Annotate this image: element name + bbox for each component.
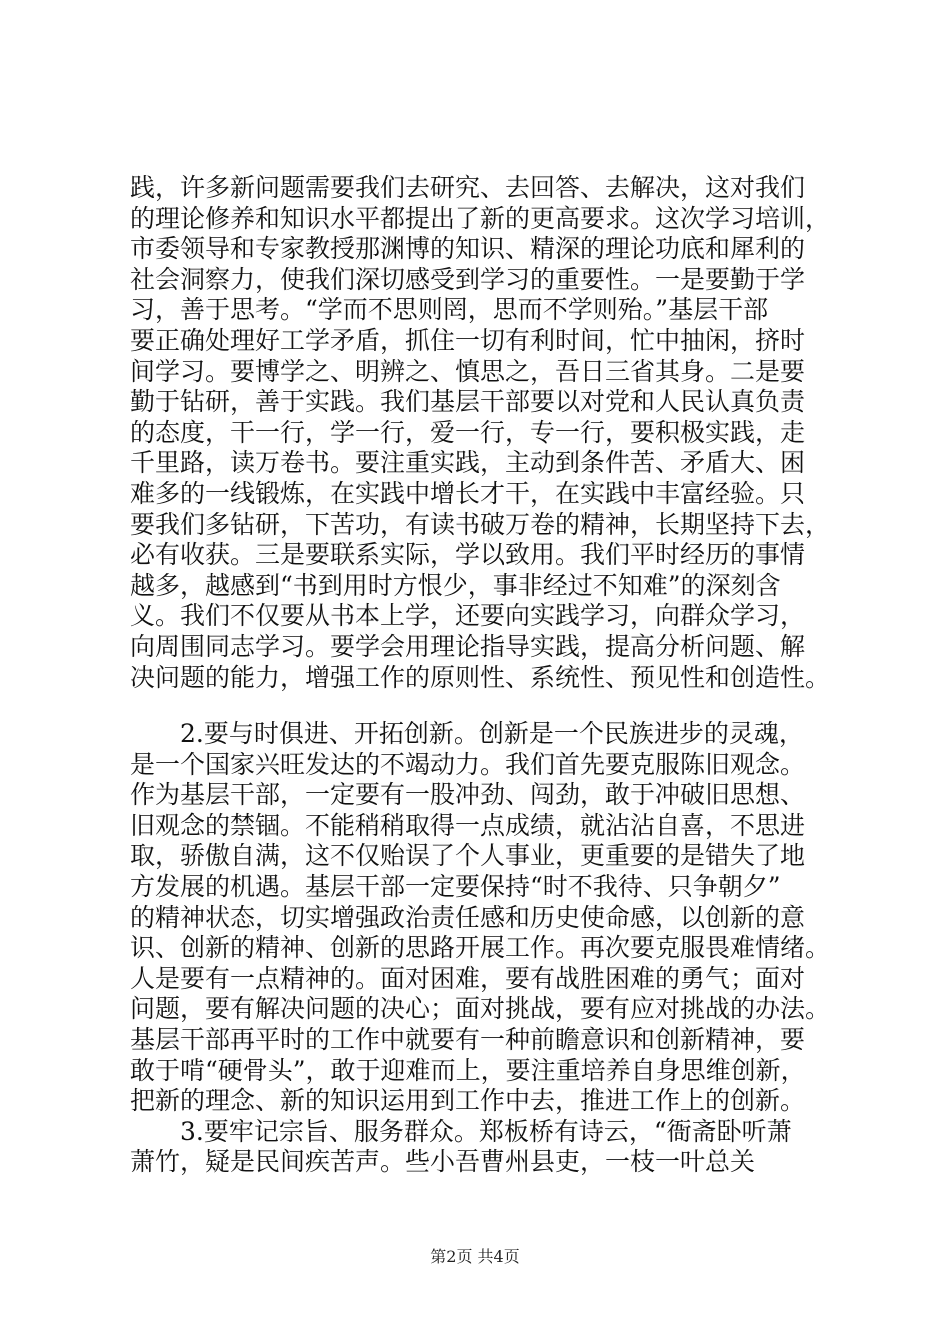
paragraph-2 [130,719,850,1117]
text-line: 勤于钻研，善于实践。我们基层干部要以对党和人民认真负责 [130,387,806,417]
text-line: 要我们多钻研，下苦功，有读书破万卷的精神，长期坚持下去， [130,509,831,539]
text-line: 问题，要有解决问题的决心；面对挑战，要有应对挑战的办法。 [130,994,831,1024]
text-line: 是一个国家兴旺发达的不竭动力。我们首先要克服陈旧观念。 [130,749,806,779]
text-line: 的精神状态，切实增强政治责任感和历史使命感，以创新的意 [130,902,806,932]
text-line: 千里路，读万卷书。要注重实践，主动到条件苦、矛盾大、困 [130,448,806,478]
text-line: 3.要牢记宗旨、服务群众。郑板桥有诗云，“衙斋卧听萧 [180,1116,792,1146]
text-line: 的理论修养和知识水平都提出了新的更高要求。这次学习培训， [130,203,831,233]
paragraph-spacer [130,693,850,719]
paragraph-1 [130,173,850,693]
text-line: 越多，越感到“书到用时方恨少，事非经过不知难”的深刻含 [130,570,781,600]
text-line: 基层干部再平时的工作中就要有一种前瞻意识和创新精神，要 [130,1025,806,1055]
paragraph-3 [130,1117,850,1178]
text-line: 市委领导和专家教授那渊博的知识、精深的理论功底和犀利的 [130,234,806,264]
text-line: 义。我们不仅要从书本上学，还要向实践学习，向群众学习， [130,601,806,631]
text-line: 萧竹，疑是民间疾苦声。些小吾曹州县吏，一枝一叶总关 [130,1147,756,1177]
text-line: 要正确处理好工学矛盾，抓住一切有利时间，忙中抽闲，挤时 [130,325,806,355]
text-line: 取，骄傲自满，这不仅贻误了个人事业，更重要的是错失了地 [130,841,806,871]
text-line: 把新的理念、新的知识运用到工作中去，推进工作上的创新。 [130,1086,806,1116]
text-line: 2.要与时俱进、开拓创新。创新是一个民族进步的灵魂， [180,719,804,749]
text-line: 旧观念的禁锢。不能稍稍取得一点成绩，就沾沾自喜，不思进 [130,810,806,840]
text-line: 间学习。要博学之、明辨之、慎思之，吾日三省其身。二是要 [130,356,806,386]
text-line: 习，善于思考。“学而不思则罔，思而不学则殆。”基层干部 [130,295,769,325]
text-line: 难多的一线锻炼，在实践中增长才干，在实践中丰富经验。只 [130,478,806,508]
text-line: 人是要有一点精神的。面对困难，要有战胜困难的勇气；面对 [130,963,806,993]
document-body [130,173,850,1178]
text-line: 社会洞察力，使我们深切感受到学习的重要性。一是要勤于学 [130,264,806,294]
text-line: 方发展的机遇。基层干部一定要保持“时不我待、只争朝夕” [130,872,781,902]
text-line: 向周围同志学习。要学会用理论指导实践，提高分析问题、解 [130,631,806,661]
text-line: 识、创新的精神、创新的思路开展工作。再次要克服畏难情绪。 [130,933,831,963]
text-line: 的态度，干一行，学一行，爱一行，专一行，要积极实践，走 [130,417,806,447]
text-line: 决问题的能力，增强工作的原则性、系统性、预见性和创造性。 [130,662,831,692]
text-line: 践，许多新问题需要我们去研究、去回答、去解决，这对我们 [130,173,806,202]
text-line: 必有收获。三是要联系实际，学以致用。我们平时经历的事情 [130,540,806,570]
text-line: 作为基层干部，一定要有一股冲劲、闯劲，敢于冲破旧思想、 [130,780,806,810]
page-number-footer: 第2页 共4页 [430,1247,520,1266]
text-line: 敢于啃“硬骨头”，敢于迎难而上，要注重培养自身思维创新， [130,1055,806,1085]
